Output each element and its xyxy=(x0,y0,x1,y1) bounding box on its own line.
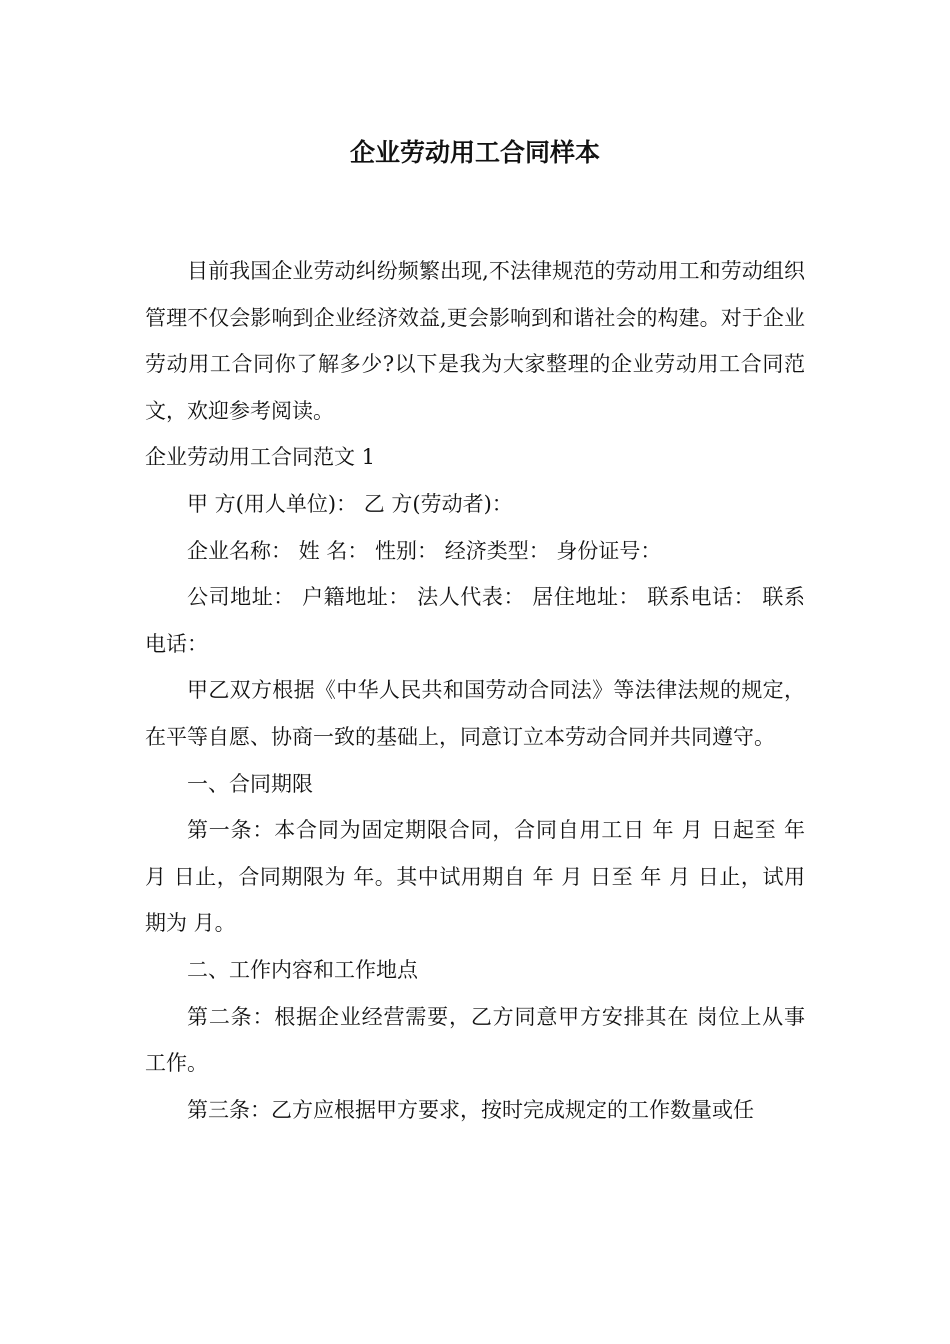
paragraph: 甲乙双方根据《中华人民共和国劳动合同法》等法律法规的规定，在平等自愿、协商一致的基础上，同意订立本劳动合同并共同遵守。 xyxy=(145,678,805,749)
paragraph: 第三条：乙方应根据甲方要求，按时完成规定的工作数量或任 xyxy=(187,1097,754,1122)
paragraph: 企业名称： 姓 名： 性别： 经济类型： 身份证号： xyxy=(187,538,662,563)
section-heading: 一、合同期限 xyxy=(187,771,313,796)
paragraph: 甲 方(用人单位)： 乙 方(劳动者)： xyxy=(187,491,513,516)
paragraph: 第一条：本合同为固定期限合同，合同自用工日 年 月 日起至 年 月 日止，合同期限为 年。其中试用期自 年 月 日至 年 月 日止，试用期为 月。 xyxy=(145,818,805,936)
document-body xyxy=(145,248,805,1133)
paragraph: 第二条：根据企业经营需要，乙方同意甲方安排其在 岗位上从事 工作。 xyxy=(145,1004,805,1076)
paragraph: 公司地址： 户籍地址： 法人代表： 居住地址： 联系电话： 联系电话： xyxy=(145,585,805,656)
section-heading: 企业劳动用工合同范文 1 xyxy=(145,445,376,470)
section-heading: 二、工作内容和工作地点 xyxy=(187,957,418,982)
paragraph: 目前我国企业劳动纠纷频繁出现,不法律规范的劳动用工和劳动组织管理不仅会影响到企业经济效益,更会影响到和谐社会的构建。对于企业劳动用工合同你了解多少?以下是我为大家整理的企业劳动用工合同范文，欢迎参考阅读。 xyxy=(145,259,805,423)
document-title: 企业劳动用工合同样本 xyxy=(349,138,600,167)
